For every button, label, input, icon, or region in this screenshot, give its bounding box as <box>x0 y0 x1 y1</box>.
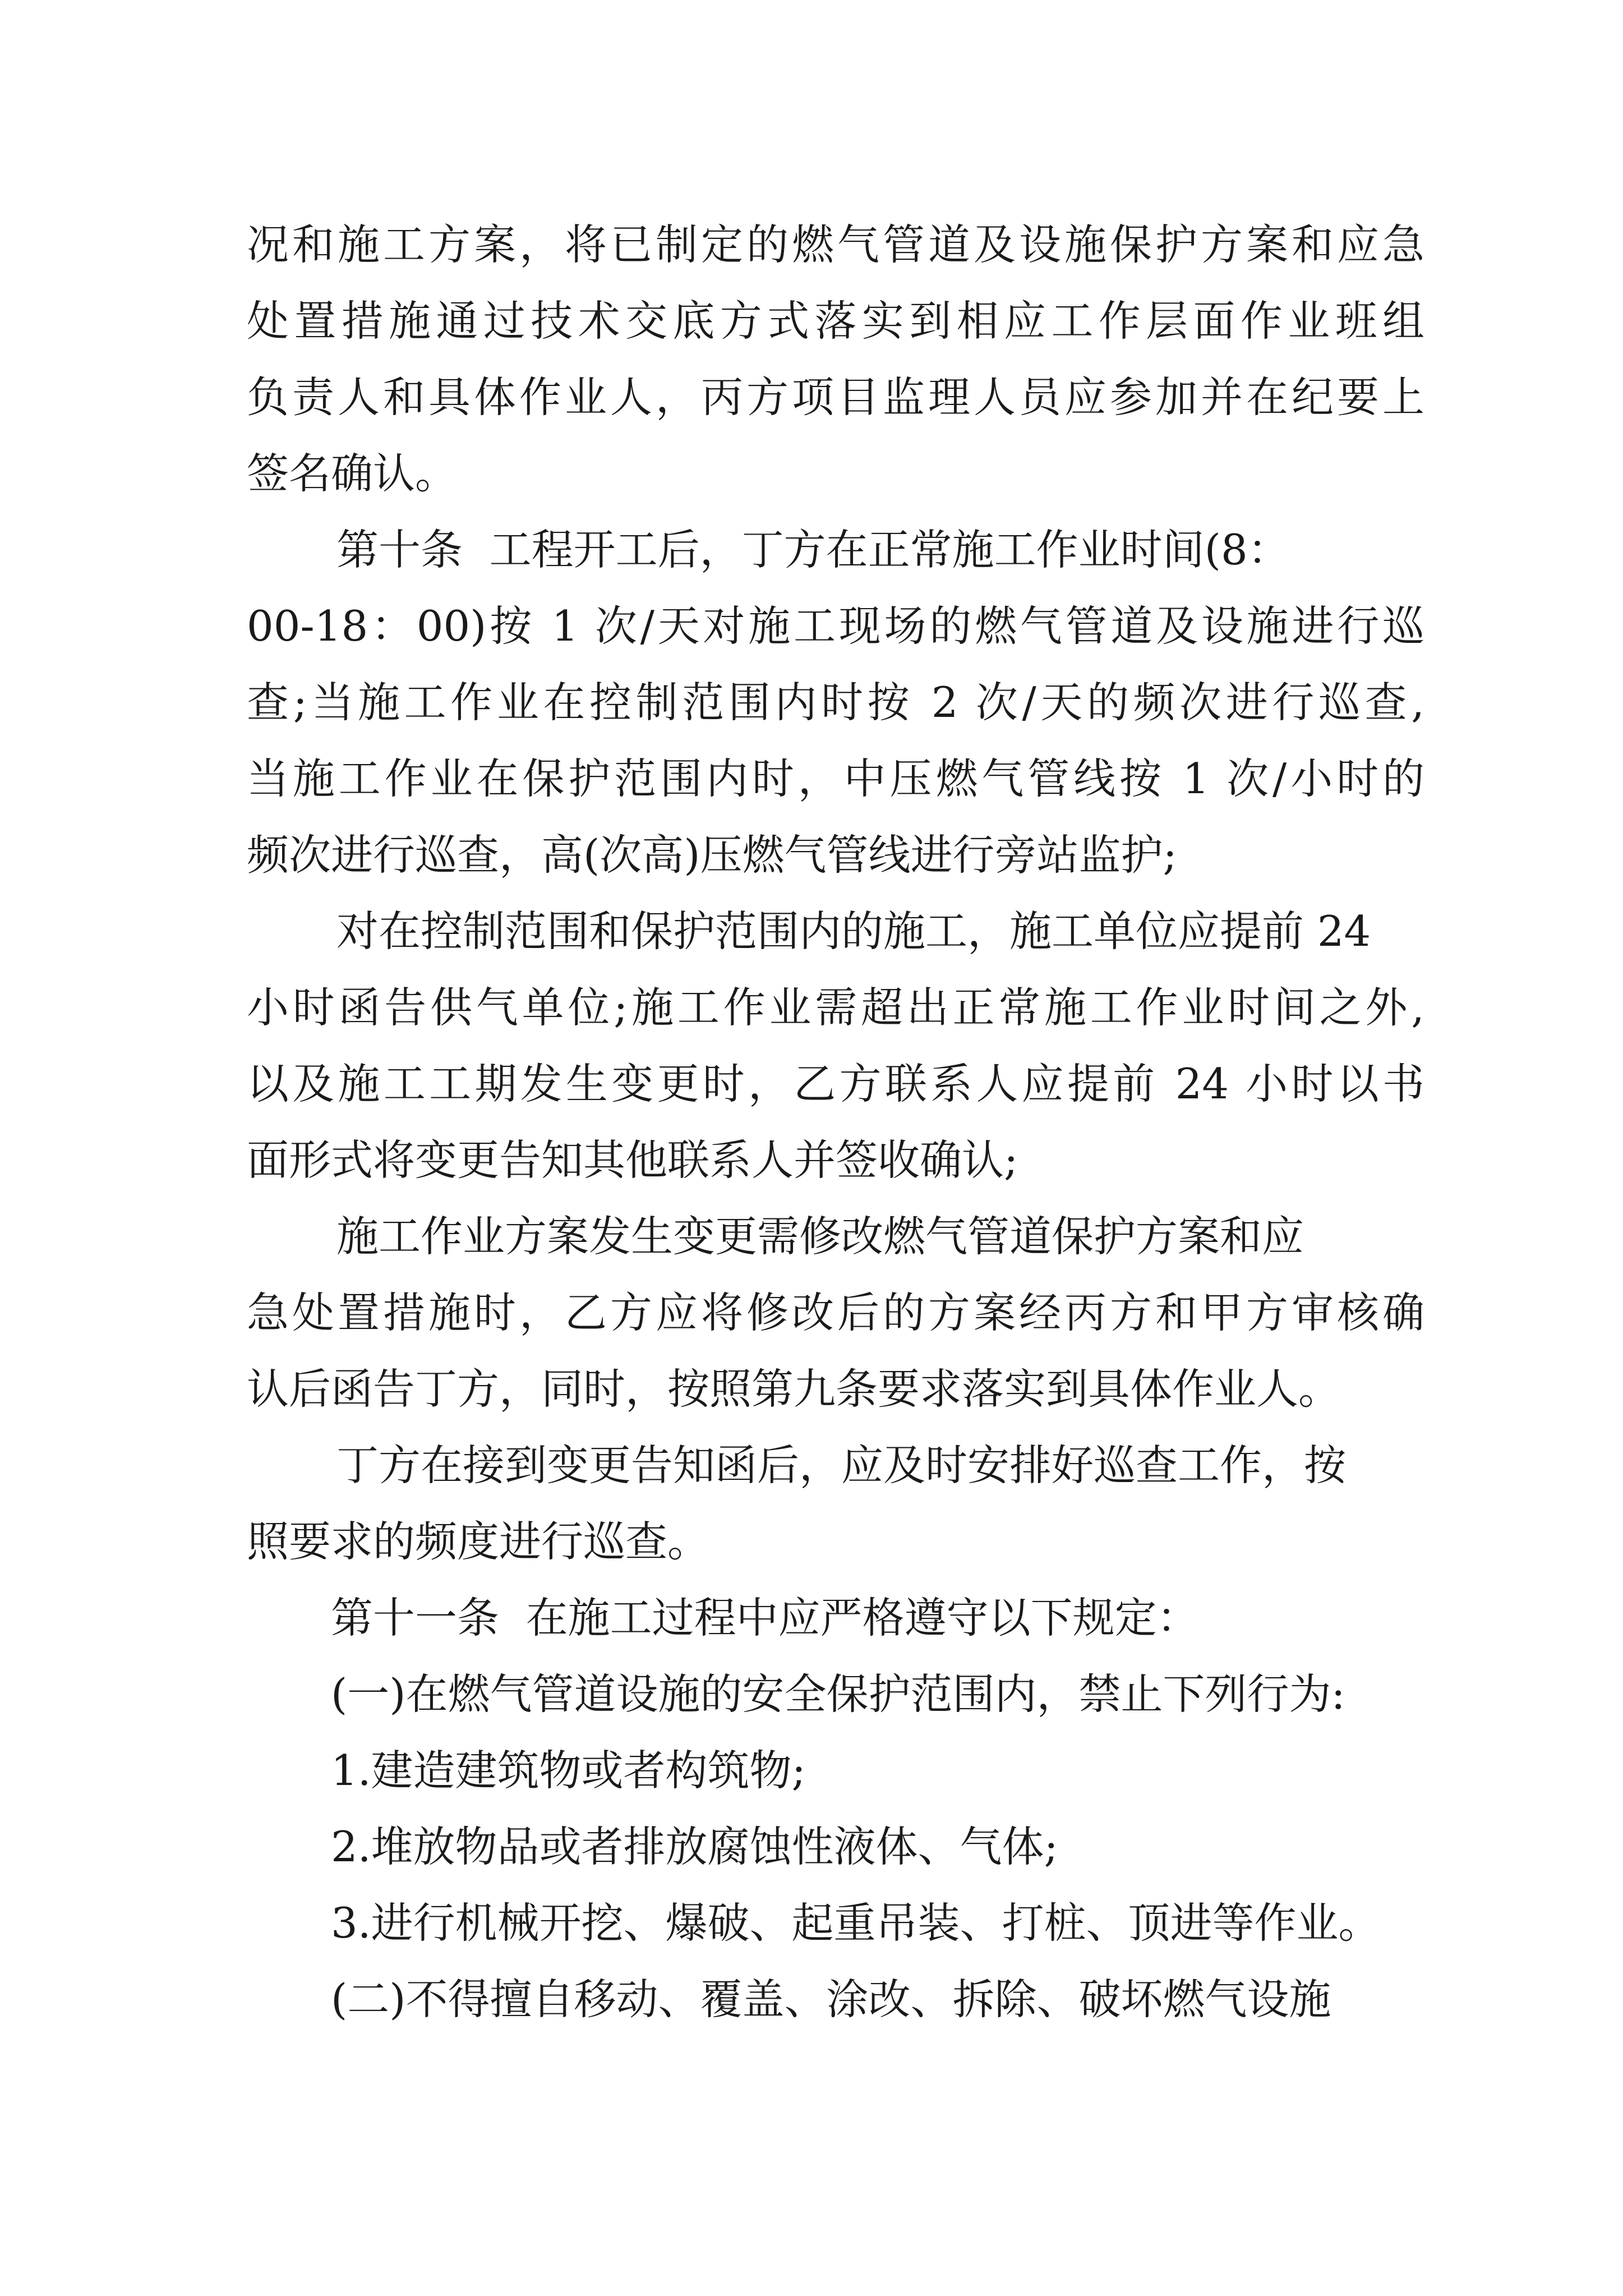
text-line: 丁方在接到变更告知函后，应及时安排好巡查工作，按 <box>336 1441 1347 1490</box>
text-line: 1.建造建筑物或者构筑物; <box>331 1746 806 1795</box>
text-line: 2.堆放物品或者排放腐蚀性液体、气体; <box>331 1822 1058 1871</box>
text-line: 小时函告供气单位;施工作业需超出正常施工作业时间之外, <box>247 983 1424 1032</box>
text-line: (二)不得擅自移动、覆盖、涂改、拆除、破坏燃气设施 <box>331 1975 1331 2024</box>
text-line: 面形式将变更告知其他联系人并签收确认; <box>247 1135 1018 1185</box>
text-line: 处置措施通过技术交底方式落实到相应工作层面作业班组 <box>247 296 1424 346</box>
text-line: 负责人和具体作业人，丙方项目监理人员应参加并在纪要上 <box>247 372 1424 422</box>
text-line: 急处置措施时，乙方应将修改后的方案经丙方和甲方审核确 <box>247 1288 1424 1337</box>
text-line: 照要求的频度进行巡查。 <box>247 1517 710 1566</box>
text-line: 对在控制范围和保护范围内的施工，施工单位应提前 24 <box>336 907 1371 956</box>
text-line: (一)在燃气管道设施的安全保护范围内，禁止下列行为: <box>331 1669 1345 1719</box>
text-line: 签名确认。 <box>247 449 458 498</box>
text-line: 第十条 工程开工后，丁方在正常施工作业时间(8： <box>336 525 1290 574</box>
text-line: 00-18：00)按 1 次/天对施工现场的燃气管道及设施进行巡 <box>247 601 1424 651</box>
text-line: 当施工作业在保护范围内时，中压燃气管线按 1 次/小时的 <box>247 754 1424 803</box>
document-body <box>247 206 1424 2037</box>
text-line: 以及施工工期发生变更时，乙方联系人应提前 24 小时以书 <box>247 1059 1424 1108</box>
text-line: 认后函告丁方，同时，按照第九条要求落实到具体作业人。 <box>247 1364 1341 1414</box>
text-line: 施工作业方案发生变更需修改燃气管道保护方案和应 <box>336 1212 1304 1261</box>
text-line: 频次进行巡查，高(次高)压燃气管线进行旁站监护; <box>247 830 1177 880</box>
text-line: 3.进行机械开挖、爆破、起重吊装、打桩、顶进等作业。 <box>331 1898 1381 1948</box>
text-line: 况和施工方案，将已制定的燃气管道及设施保护方案和应急 <box>247 220 1424 269</box>
text-line: 查;当施工作业在控制范围内时按 2 次/天的频次进行巡查, <box>247 678 1424 727</box>
text-line: 第十一条 在施工过程中应严格遵守以下规定： <box>331 1593 1199 1642</box>
